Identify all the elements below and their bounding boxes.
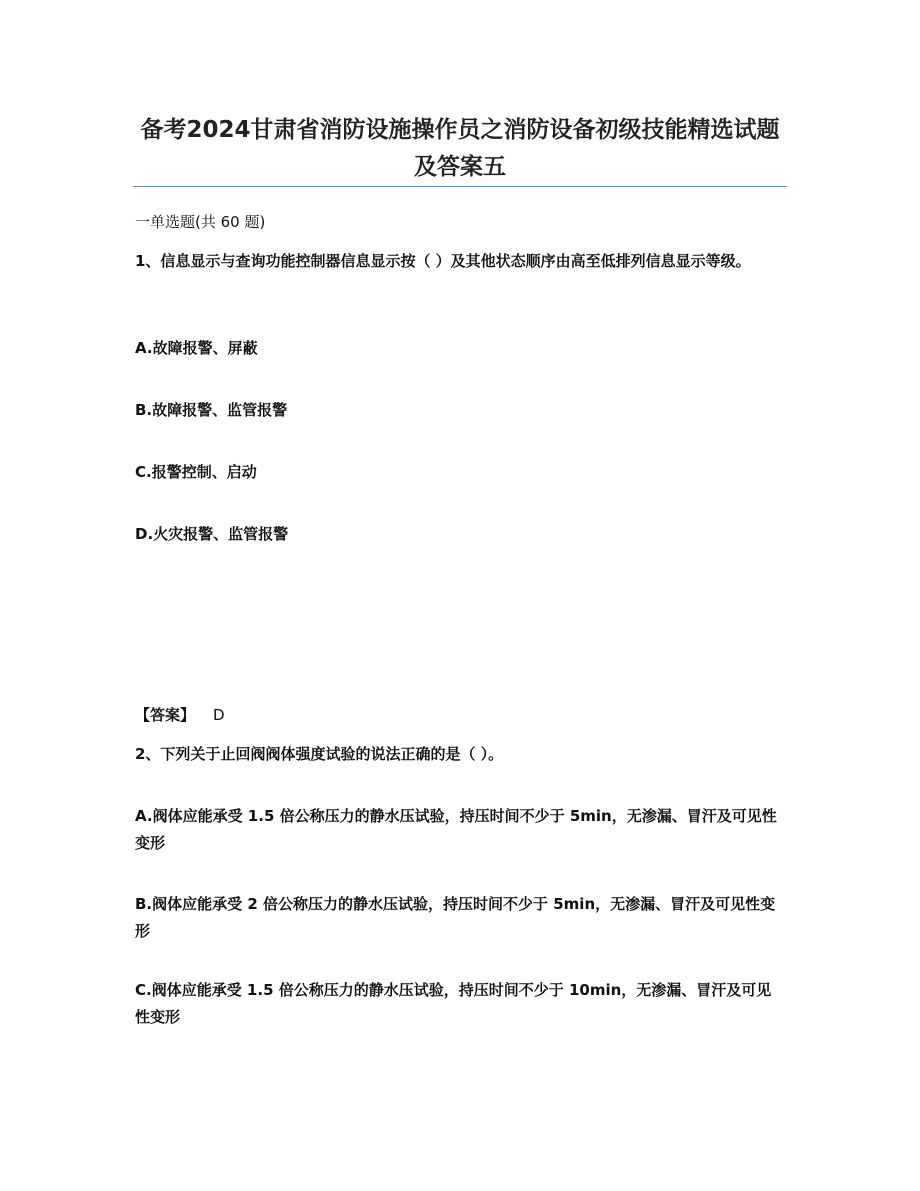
answer-value: D	[213, 706, 225, 724]
question-1-option-b: B.故障报警、监管报警	[135, 401, 288, 419]
question-2-option-a: A.阀体应能承受 1.5 倍公称压力的静水压试验，持压时间不少于 5min，无渗漏、冒汗及可见性变形	[135, 807, 777, 852]
question-1-option-c: C.报警控制、启动	[135, 463, 257, 481]
title-divider	[133, 186, 787, 187]
question-1-answer	[135, 702, 785, 729]
question-1-option-d: D.火灾报警、监管报警	[135, 525, 289, 543]
answer-label: 【答案】	[135, 706, 196, 724]
question-2-option-b: B.阀体应能承受 2 倍公称压力的静水压试验，持压时间不少于 5min，无渗漏、冒汗及可见性变形	[135, 895, 776, 940]
question-1-stem: 1、信息显示与查询功能控制器信息显示按（ ）及其他状态顺序由高至低排列信息显示等级。	[135, 252, 751, 270]
document-title: 备考2024甘肃省消防设施操作员之消防设备初级技能精选试题及答案五	[140, 117, 780, 180]
question-1-option-a: A.故障报警、屏蔽	[135, 339, 258, 357]
question-2-stem: 2、下列关于止回阀阀体强度试验的说法正确的是（ ）。	[135, 745, 504, 763]
question-2-option-c: C.阀体应能承受 1.5 倍公称压力的静水压试验，持压时间不少于 10min，无渗漏、冒汗及可见性变形	[135, 981, 772, 1026]
section-heading: 一单选题(共 60 题)	[135, 213, 266, 231]
